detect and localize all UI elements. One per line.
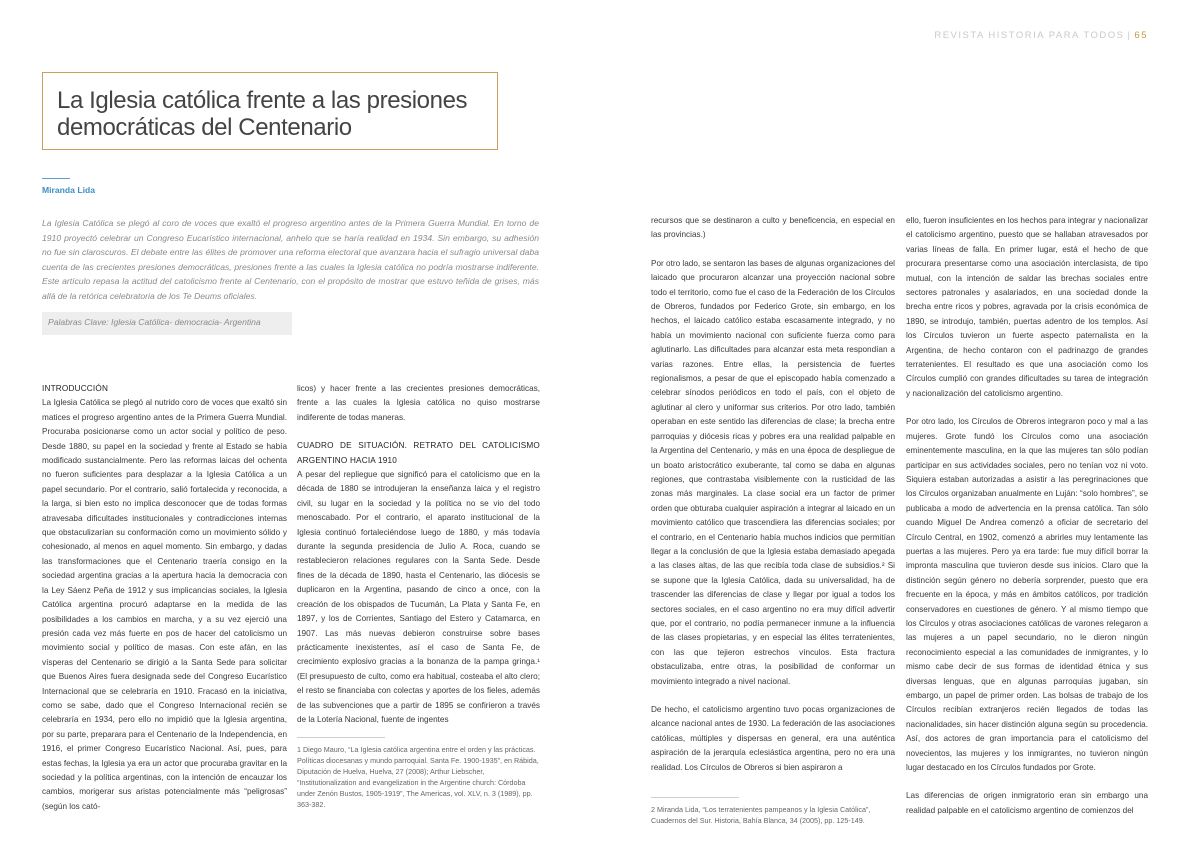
author-name: Miranda Lida (42, 185, 96, 195)
header-separator: | (1127, 30, 1132, 41)
column-4-text-2: Por otro lado, los Círculos de Obreros integraron poco y mal a las mujeres. Grote fundó los Círculos como una asociación eminentemente masculina, en la que las mujeres tan sólo podían participar en sus actividades sociales, pero no tenían voz ni voto. Siquiera estaban autorizadas a asistir a las peregrinaciones que los Círculos organizaban anualmente en Luján: “solo hombres”, se publicaba a modo de advertencia en la prensa católica. Tan sólo cuando Miguel De Andrea comenzó a oficiar de secretario del Círculo Central, en 1902, comenzó a abrirles muy lentamente las puertas a las mujeres. Pero ya era tarde: fue muy difícil borrar la impronta masculina que tuvieron desde sus inicios. Claro que la distinción según género no debería sorprender, puesto que era frecuente en la época, y más en ámbitos católicos, por tradición conservadores en cuestiones de género. Y al mismo tiempo que los Círculos y otras asociaciones católicas de varones relegaron a las mujeres a un papel secundario, no le dieron ningún reconocimiento especial a las comunidades de inmigrantes, y lo mismo cabe decir de sus formas de identidad étnica y sus diversas lenguas, que en algunas parroquias jugaban, sin embargo, un papel de primer orden. Las bolsas de trabajo de los Círculos recibían extranjeros recién llegados de todas las nacionalidades, sin hacer distinción alguna según su procedencia. Así, dos actores de gran importancia para el catolicismo del novecientos, las mujeres y los inmigrantes, no tuvieron ningún lugar destacado en los Círculos fundados por Grote. (906, 417, 1148, 773)
column-3-text-1: recursos que se destinaron a culto y beneficencia, en especial en las provincias.) (651, 216, 895, 240)
footnote-rule (651, 797, 739, 798)
column-4 (906, 214, 1148, 818)
section-heading-cuadro: CUADRO DE SITUACIÓN. RETRATO DEL CATOLICISMO ARGENTINO HACIA 1910 (297, 441, 540, 465)
section-heading-introduccion: INTRODUCCIÓN (42, 384, 109, 393)
column-2-text-1: licos) y hacer frente a las crecientes presiones democráticas, frente a las cuales la Iglesia católica no quiso mostrarse indiferente de todas maneras. (297, 384, 540, 422)
journal-name: REVISTA HISTORIA PARA TODOS (934, 30, 1125, 41)
author-rule (42, 178, 70, 179)
column-3-text-2: Por otro lado, se sentaron las bases de algunas organizaciones del laicado que procuraron alcanzar una proyección nacional sobre todo el territorio, como fue el caso de la Federación de los Círculos de Obreros, fundados por Federico Grote, sin embargo, en los hechos, el laicado católico estaba escasamente integrado, y no había un movimiento nacional con suficiente fuerza como para aglutinarlo. Las dificultades para alcanzar esta meta respondían a varias razones. Entre ellas, la persistencia de fuertes regionalismos, a pesar de que el episcopado había comenzado a celebrar sínodos periódicos en todo el país, con el objeto de aglutinar al clero y uniformar sus criterios. Por otro lado, también operaban en este sentido las diferencias de clase; la brecha entre parroquias y diócesis ricas y pobres era una realidad palpable en la Argentina del Centenario, y más en una época de despliegue de un boato aristocrático exuberante, tal como se daba en algunas regiones, que contrastaba visiblemente con la rusticidad de las zonas más marginales. La clase social era un factor de primer orden que obturaba cualquier aspiración a integrar al laicado en un movimiento católico que trascendiera las diferencias sociales; por el contrario, en el Centenario había muchos indicios que permitían llegar a la conclusión de que la Iglesia estaba demasiado apegada a las clases altas, de las que recibía toda clase de subsidios.² Si se supone que la Iglesia Católica, dada su universalidad, ha de trascender las diferencias de clase y llegar por igual a todos los sectores sociales, en el caso argentino no era muy difícil advertir que, por el contrario, no podía permanecer inmune a la influencia de las clases propietarias, y en especial las élites terratenientes, con las que tejieron estrechos vínculos. Esta fractura obstaculizaba, entre otras, la posibilidad de conformar un movimiento integrado a nivel nacional. (651, 258, 895, 686)
keywords-box: Palabras Clave: Iglesia Católica- democracia- Argentina (42, 312, 292, 335)
footnote-rule (297, 737, 385, 738)
footnote-1: 1 Diego Mauro, “La Iglesia católica argentina entre el orden y las prácticas. Políticas diocesanas y mundo parroquial. Santa Fe. 1900-1935”, en Rábida, Diputación de Huelva, Huelva, 27 (2008); Arthur Liebscher, “Institutionalization and evangelization in the Argentine church: Córdoba under Zenón Bustos, 1905-1919”, The Americas, vol. XLV, n. 3 (1989), pp. 363-382. (297, 745, 539, 810)
article-title-box (42, 72, 498, 150)
column-1-text: La Iglesia Católica se plegó al nutrido coro de voces que exaltó sin matices el progreso argentino antes de la Primera Guerra Mundial. Procuraba posicionarse como un actor social y político de peso. Desde 1880, su papel en la sociedad y frente al Estado se había modificado sustancialmente. Pero las reformas laicas del ochenta no fueron suficientes para desplazar a la Iglesia Católica a un papel secundario. Por el contrario, salió fortalecida y reconocida, a la larga, si bien esto no implica desconocer que de todas formas atravesaba dificultades institucionales y contradicciones internas que obstaculizarían su conformación como un movimiento sólido y cohesionado, al menos en aquel momento. Sin embargo, y dadas las transformaciones que el Centenario traería consigo en la sociedad argentina gracias a la apertura hacia la democracia con la Ley Sáenz Peña de 1912 y sus implicancias sociales, la Iglesia Católica argentina procuró adaptarse en la medida de las posibilidades a los cambios en marcha, y a su vez ejerció una presión cada vez más fuerte en pos de hacer del catolicismo un movimiento social y político de masas. Con este afán, en las vísperas del Centenario se dirigió a la Santa Sede para solicitar que Buenos Aires fuera designada sede del Congreso Eucarístico Internacional que se celebraría en 1910. Fracasó en la iniciativa, como se sabe, dado que el Congreso Internacional recién se celebraría en 1934, pero ello no impidió que la Iglesia argentina, por su parte, preparara para el Centenario de la Independencia, en 1916, el primer Congreso Eucarístico Nacional. Así, pues, para estas fechas, la Iglesia ya era un actor que procuraba gravitar en la sociedad y la política argentinas, con la intención de encauzar los cambios, morigerar sus aristas potencialmente más “peligrosas” (según los cató- (42, 398, 287, 811)
footnote-2: 2 Miranda Lida, “Los terratenientes pampeanos y la Iglesia Católica”, Cuadernos del Sur. Historia, Bahía Blanca, 34 (2005), pp. 125-149. (651, 805, 871, 826)
column-4-text-3: Las diferencias de origen inmigratorio eran sin embargo una realidad palpable en el catolicismo argentino de comienzos del (906, 791, 1148, 815)
column-3 (651, 214, 895, 826)
article-title-line-1: La Iglesia católica frente a las presiones (57, 87, 468, 114)
column-4-text-1: ello, fueron insuficientes en los hechos para integrar y nacionalizar el catolicismo argentino, puesto que se hallaban atravesados por varias líneas de falla. En primer lugar, está el hecho de que procurara presentarse como una asociación interclasista, de tipo mutual, con la intención de saldar las brechas sociales entre sectores patronales y asalariados, en una sociedad donde la brecha entre ricos y pobres, agravada por la crisis económica de 1890, se introdujo, también, puertas adentro de los templos. Así los Círculos tuvieron un fuerte aspecto paternalista en la Argentina, de hecho contaron con el padrinazgo de grandes terratenientes. El resultado es que una asociación como los Círculos cumplió con grandes dificultades su tarea de integración y nacionalización del catolicismo argentino. (906, 216, 1148, 398)
column-2 (297, 382, 540, 810)
article-title-line-2: democráticas del Centenario (57, 114, 352, 141)
column-2-text-2: A pesar del repliegue que significó para el catolicismo que en la década de 1880 se introdujeran la enseñanza laica y el registro civil, su lugar en la sociedad y la política no se vio del todo menoscabado. Por el contrario, el aparato institucional de la Iglesia continuó fortaleciéndose luego de 1880, y más todavía durante la segunda presidencia de Julio A. Roca, cuando se restablecieron relaciones regulares con la Santa Sede. Desde fines de la década de 1890, hasta el Centenario, las diócesis se duplicaron en la Argentina, pasando de cinco a once, con la creación de los obispados de Tucumán, La Plata y Santa Fe, en 1897, y los de Corrientes, Santiago del Estero y Catamarca, en 1907. Las más nuevas debieron construirse sobre bases prácticamente inexistentes, así el caso de Santa Fe, de crecimiento explosivo gracias a la bonanza de la pampa gringa.¹ (El presupuesto de culto, como era habitual, costeaba el alto clero; el resto se financiaba con colectas y aportes de los fieles, además de las subvenciones que a partir de 1895 se confirieron a través de la Lotería Nacional, fuente de ingentes (297, 470, 540, 724)
column-1 (42, 382, 287, 814)
page-number: 65 (1134, 30, 1148, 41)
column-3-text-3: De hecho, el catolicismo argentino tuvo pocas organizaciones de alcance nacional antes de 1930. La federación de las asociaciones católicas, múltiples y dispersas en general, era una auténtica aspiración de la jerarquía eclesiástica argentina, pero no era una realidad. Los Círculos de Obreros si bien aspiraron a (651, 705, 895, 772)
abstract: La Iglesia Católica se plegó al coro de voces que exaltó el progreso argentino antes de la Primera Guerra Mundial. En torno de 1910 proyectó celebrar un Congreso Eucarístico internacional, anhelo que se haría realidad en 1934. Sin embargo, su adhesión no fue sin claroscuros. El debate entre las élites de promover una reforma electoral que avanzara hacia el sufragio universal daba cuenta de las crecientes presiones democráticas, presiones frente a las cuales la Iglesia católica no podría mostrarse indiferente. Este artículo repasa la actitud del catolicismo frente al Centenario, con el propósito de mostrar que estuvo teñida de grises, más allá de la retórica celebratoria de los Te Deums oficiales. (42, 218, 539, 301)
running-header (934, 30, 1148, 41)
